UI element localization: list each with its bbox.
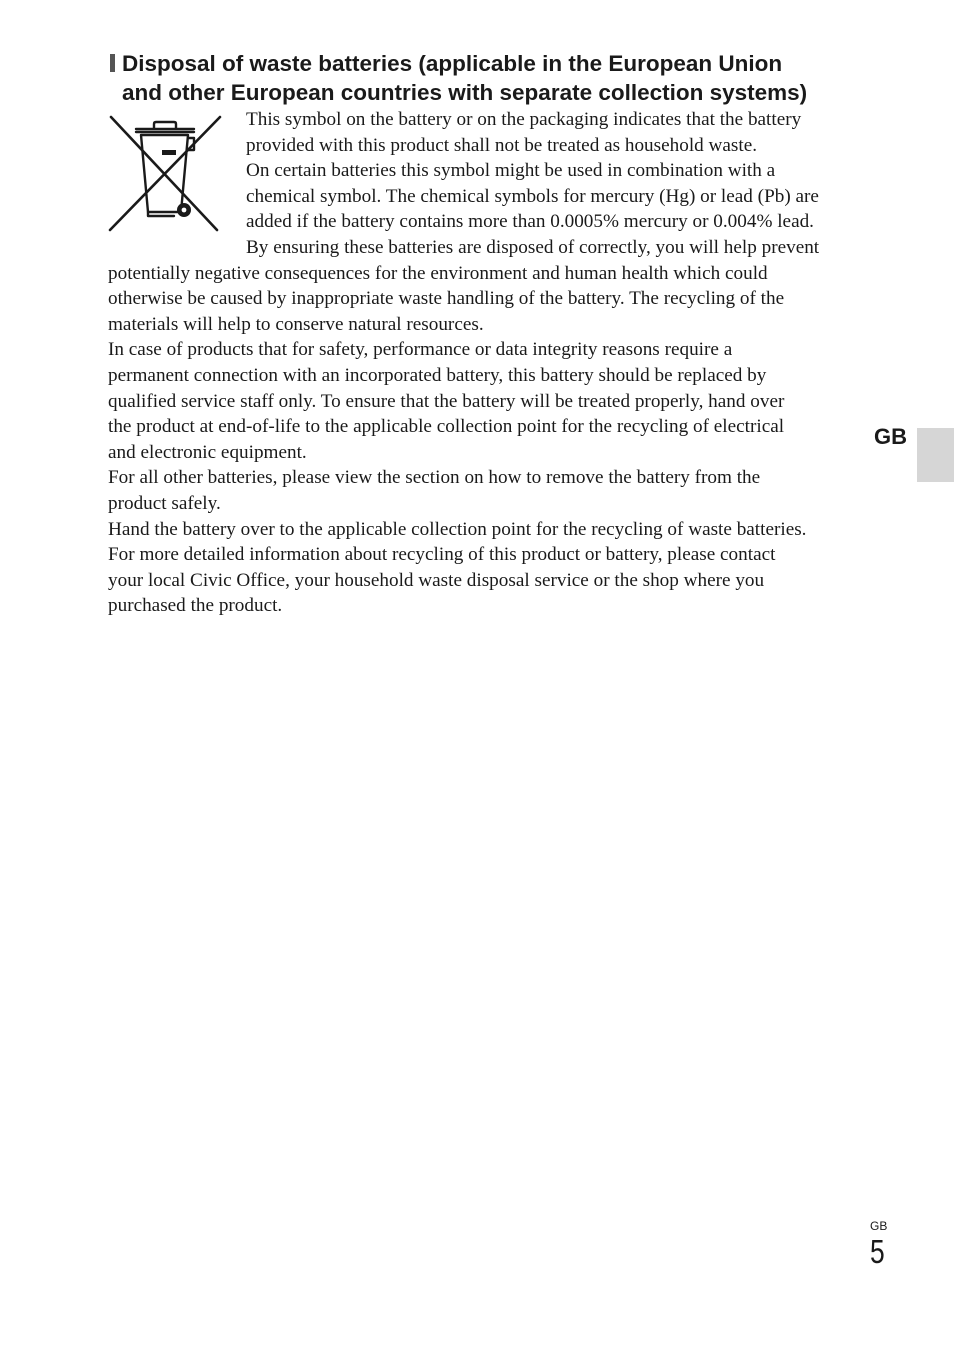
body-line: potentially negative consequences for the environment and human health which could <box>108 262 768 284</box>
language-tab-label: GB <box>874 424 907 449</box>
body-line: On certain batteries this symbol might be used in combination with a <box>246 160 776 182</box>
body-line: By ensuring these batteries are disposed of correctly, you will help prevent <box>246 236 820 258</box>
body-line: added if the battery contains more than 0.0005% mercury or 0.004% lead. <box>246 211 814 233</box>
section-heading <box>108 49 868 107</box>
body-line: purchased the product. <box>108 595 283 617</box>
language-tab <box>917 428 954 482</box>
body-line: permanent connection with an incorporated battery, this battery should be replaced by <box>108 364 767 386</box>
body-line: qualified service staff only. To ensure that the battery will be treated properly, hand over <box>108 390 785 412</box>
page-number: 5 <box>870 1233 885 1270</box>
heading-line-1: Disposal of waste batteries (applicable in the European Union <box>122 51 783 76</box>
body-line: Hand the battery over to the applicable collection point for the recycling of waste batteries. <box>108 518 807 540</box>
heading-marker <box>110 54 115 72</box>
body-line: and electronic equipment. <box>108 441 307 463</box>
heading-line-2: and other European countries with separate collection systems) <box>122 80 808 105</box>
body-line: otherwise be caused by inappropriate waste handling of the battery. The recycling of the <box>108 288 785 310</box>
body-line: provided with this product shall not be treated as household waste. <box>246 134 758 156</box>
body-line: the product at end-of-life to the applicable collection point for the recycling of electrical <box>108 416 785 438</box>
body-line: chemical symbol. The chemical symbols for mercury (Hg) or lead (Pb) are <box>246 185 819 207</box>
body-line: materials will help to conserve natural resources. <box>108 313 484 335</box>
page-language-code: GB <box>870 1219 888 1233</box>
body-line: your local Civic Office, your household waste disposal service or the shop where you <box>108 569 765 591</box>
body-line: This symbol on the battery or on the packaging indicates that the battery <box>246 109 802 130</box>
body-line: product safely. <box>108 492 221 514</box>
body-text <box>108 107 868 619</box>
body-line: In case of products that for safety, performance or data integrity reasons require a <box>108 339 733 361</box>
body-line: For more detailed information about recycling of this product or battery, please contact <box>108 544 776 566</box>
body-line: For all other batteries, please view the section on how to remove the battery from the <box>108 467 761 489</box>
